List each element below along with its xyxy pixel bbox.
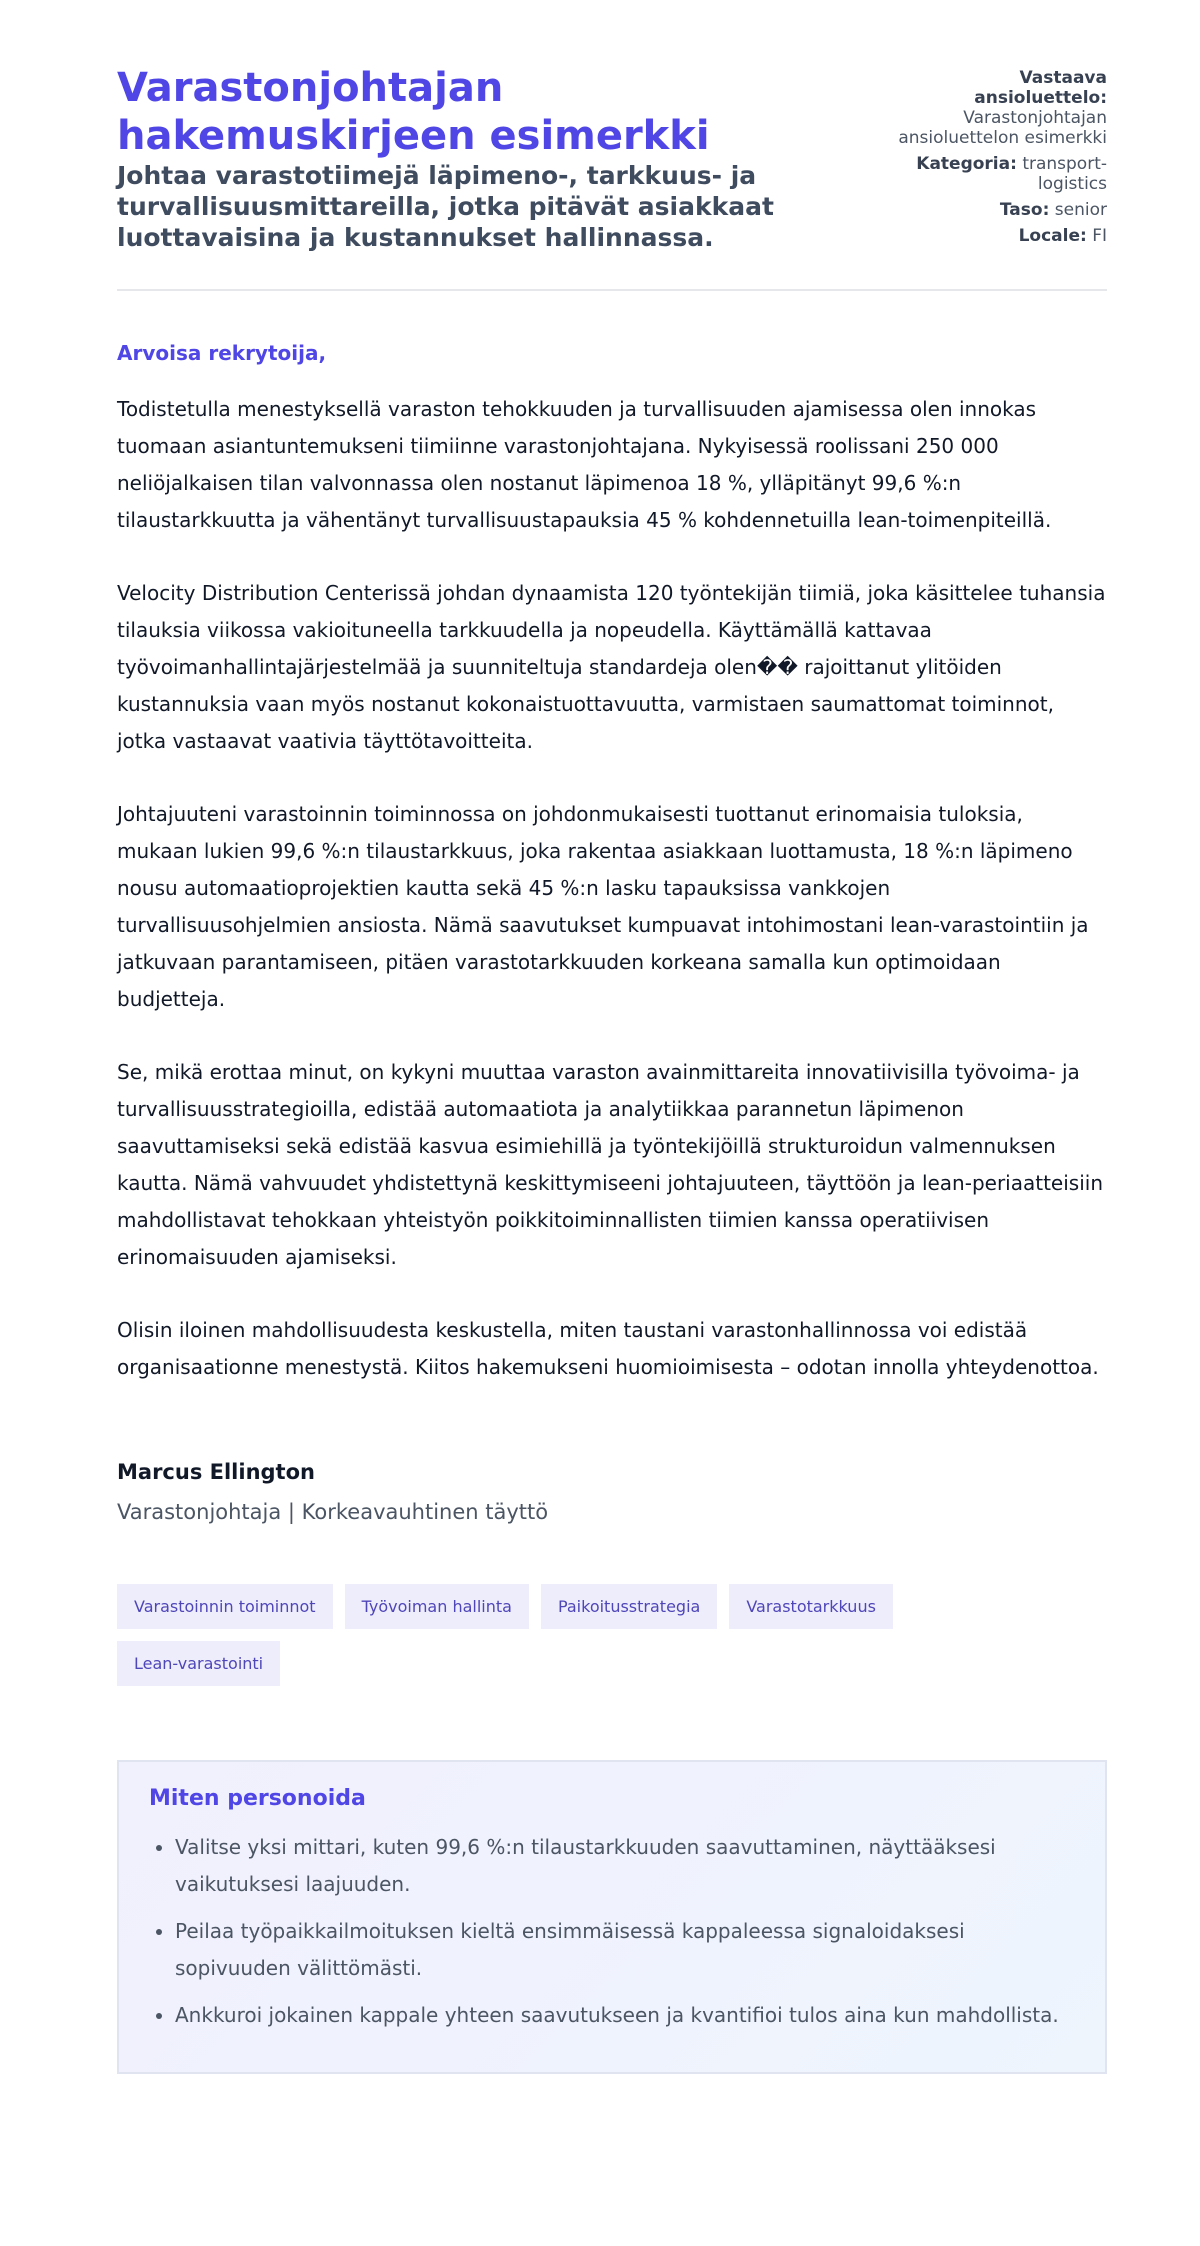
meta-key: Taso:: [999, 200, 1050, 220]
meta-value: transport-logistics: [1022, 154, 1107, 194]
letter-paragraph: Se, mikä erottaa minut, on kykyni muuttaa varaston avainmittareita innovatiivisilla työvoima- ja turvallisuusstrategioilla, edistää automaatiota ja analytiikkaa parannetun läpimenon saavuttamiseksi sekä edistää kasvua esimiehillä ja työntekijöillä strukturoidun valmennuksen kautta. Nämä vahvuudet yhdistettynä keskittymiseeni johtajuuteen, täyttöön ja lean-periaatteisiin mahdollistavat tehokkaan yhteistyön poikkitoiminnallisten tiimien kanssa operatiivisen erinomaisuuden ajamiseksi.: [117, 1060, 1103, 1269]
skill-tags: [117, 1584, 947, 1686]
meta-related-resume: [887, 68, 1107, 148]
letter-paragraph: Johtajuuteni varastoinnin toiminnossa on johdonmukaisesti tuottanut erinomaisia tuloksia, mukaan lukien 99,6 %:n tilaustarkkuus, joka rakentaa asiakkaan luottamusta, 18 %:n läpimeno nousu automaatioprojektien kautta sekä 45 %:n lasku tapauksissa vankkojen turvallisuusohjelmien ansiosta. Nämä saavutukset kumpuavat intohimostani lean-varastointiin ja jatkuvaan parantamiseen, pitäen varastotarkkuuden korkeana samalla kun optimoidaan budjetteja.: [117, 802, 1089, 1011]
meta-key: Kategoria:: [916, 154, 1017, 174]
meta-value: Varastonjohtajan ansioluettelon esimerkki: [898, 108, 1107, 148]
tip-item: • Valitse yksi mittari, kuten 99,6 %:n tilaustarkkuuden saavuttaminen, näyttääksesi vaikutuksesi laajuuden.: [175, 1829, 1075, 1903]
letter-greeting: Arvoisa rekrytoija,: [117, 341, 327, 365]
meta-value: senior: [1054, 200, 1107, 220]
meta-locale: [887, 226, 1107, 246]
meta-category: [887, 154, 1107, 194]
tip-item: • Peilaa työpaikkailmoituksen kieltä ensimmäisessä kappaleessa signaloidaksesi sopivuuden välittömästi.: [175, 1913, 1075, 1987]
page-title: Varastonjohtajan hakemuskirjeen esimerkki: [117, 65, 710, 159]
tips-title: Miten personoida: [149, 1786, 366, 1811]
signature-title: Varastonjohtaja | Korkeavauhtinen täyttö: [117, 1500, 549, 1524]
letter-paragraph: Olisin iloinen mahdollisuudesta keskustella, miten taustani varastonhallinnossa voi edistää organisaationne menestystä. Kiitos hakemukseni huomioimisesta – odotan innolla yhteydenottoa.: [117, 1318, 1099, 1379]
signature-name: Marcus Ellington: [117, 1460, 315, 1484]
page-header: [117, 64, 1107, 291]
personalization-tips: [117, 1760, 1107, 2074]
meta-key: Locale:: [1018, 226, 1087, 246]
skill-tag: Varastoinnin toiminnot: [117, 1584, 333, 1629]
skill-tag: Työvoiman hallinta: [345, 1584, 529, 1629]
skill-tag: Lean-varastointi: [117, 1641, 280, 1686]
meta-level: [887, 200, 1107, 220]
skill-tag: Paikoitusstrategia: [541, 1584, 717, 1629]
meta-key: Vastaava ansioluettelo:: [974, 68, 1107, 108]
letter-paragraph: Velocity Distribution Centerissä johdan dynaamista 120 työntekijän tiimiä, joka käsittelee tuhansia tilauksia viikossa vakioituneella tarkkuudella ja nopeudella. Käyttämällä kattavaa työvoimanhallintajärjestelmää ja suunniteltuja standardeja olen�� rajoittanut ylitöiden kustannuksia vaan myös nostanut kokonaistuottavuutta, varmistaen saumattomat toiminnot, jotka vastaavat vaativia täyttötavoitteita.: [117, 581, 1106, 753]
tips-list: [149, 1829, 1075, 2034]
meta-panel: [887, 68, 1107, 252]
letter-paragraph: Todistetulla menestyksellä varaston tehokkuuden ja turvallisuuden ajamisessa olen innokas tuomaan asiantuntemukseni tiimiinne varastonjohtajana. Nykyisessä roolissani 250 000 neliöjalkaisen tilan valvonnassa olen nostanut läpimenoa 18 %, ylläpitänyt 99,6 %:n tilaustarkkuutta ja vähentänyt turvallisuustapauksia 45 % kohdennetuilla lean-toimenpiteillä.: [117, 397, 1052, 532]
header-titles: [117, 64, 817, 253]
signature-block: [117, 1460, 1107, 1524]
skill-tag: Varastotarkkuus: [729, 1584, 893, 1629]
meta-value: FI: [1092, 226, 1107, 246]
page-subtitle: Johtaa varastotiimejä läpimeno-, tarkkuus- ja turvallisuusmittareilla, jotka pitävät asiakkaat luottavaisina ja kustannukset hallinnassa.: [117, 161, 774, 252]
cover-letter-page: [117, 0, 1107, 2074]
letter-body: [117, 341, 1107, 1524]
tip-item: • Ankkuroi jokainen kappale yhteen saavutukseen ja kvantifioi tulos aina kun mahdollista.: [175, 1997, 1075, 2034]
